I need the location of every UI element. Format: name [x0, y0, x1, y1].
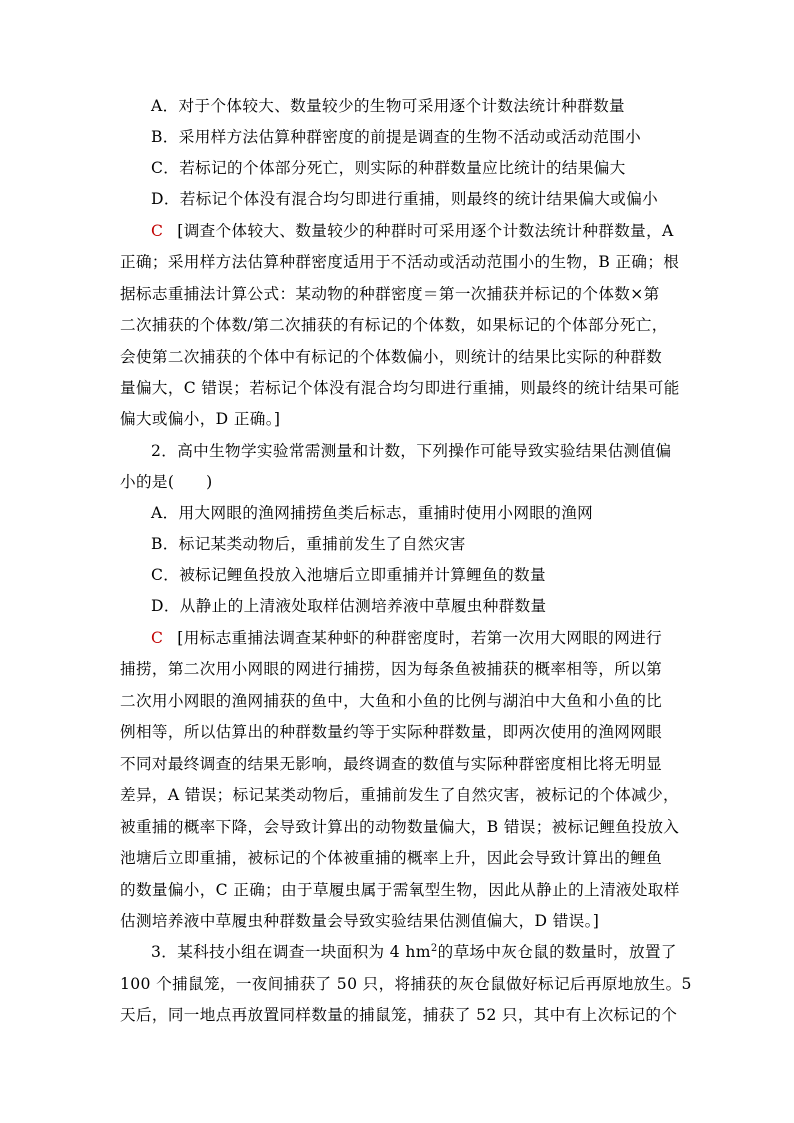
q3-area-unit-exponent: 2 — [430, 942, 438, 954]
q2-explanation-line-2: 捕捞，第二次用小网眼的网进行捕捞，因为每条鱼被捕获的概率相等，所以第 — [120, 660, 663, 678]
q1-option-d: D．若标记个体没有混合均匀即进行重捕，则最终的统计结果偏大或偏小 — [151, 190, 659, 208]
q1-answer-letter: C — [151, 222, 164, 240]
q2-option-d: D．从静止的上清液处取样估测培养液中草履虫种群数量 — [151, 597, 547, 615]
q1-explanation-line-6: 量偏大，C 错误；若标记个体没有混合均匀即进行重捕，则最终的统计结果可能 — [120, 379, 680, 397]
q2-explanation-line-8: 池塘后立即重捕，被标记的个体被重捕的概率上升，因此会导致计算出的鲤鱼 — [120, 849, 663, 867]
q3-stem-line-1 — [151, 942, 677, 962]
q1-explanation-line-5: 会使第二次捕获的个体中有标记的个体数偏小，则统计的结果比实际的种群数 — [120, 348, 663, 366]
q2-answer-letter: C — [151, 629, 164, 647]
q3-stem-text-pre: 3．某科技小组在调查一块面积为 4 hm — [151, 943, 431, 961]
q1-option-b: B．采用样方法估算种群密度的前提是调查的生物不活动或活动范围小 — [151, 128, 642, 146]
q2-stem-line-1: 2．高中生物学实验常需测量和计数，下列操作可能导致实验结果估测值偏 — [151, 442, 672, 460]
q3-stem-line-2: 100 个捕鼠笼，一夜间捕获了 50 只，将捕获的灰仓鼠做好标记后再原地放生。5 — [120, 975, 692, 993]
q2-option-b: B．标记某类动物后，重捕前发生了自然灾害 — [151, 535, 466, 553]
q2-option-c: C．被标记鲤鱼投放入池塘后立即重捕并计算鲤鱼的数量 — [151, 566, 546, 584]
q2-stem-line-2: 小的是( ) — [120, 473, 213, 491]
q1-explanation-line-3: 据标志重捕法计算公式：某动物的种群密度＝第一次捕获并标记的个体数×第 — [120, 285, 660, 303]
q1-explanation-text-1: [调查个体较大、数量较少的种群时可采用逐个计数法统计种群数量，A — [177, 222, 674, 240]
q3-stem-line-3: 天后，同一地点再放置同样数量的捕鼠笼，捕获了 52 只，其中有上次标记的个 — [120, 1006, 678, 1024]
q1-explanation-line-2: 正确；采用样方法估算种群密度适用于不活动或活动范围小的生物，B 正确；根 — [120, 253, 680, 271]
q2-explanation-line-10: 估测培养液中草履虫种群数量会导致实验结果估测值偏大，D 错误。] — [120, 912, 600, 930]
q1-explanation-line-1 — [151, 221, 674, 241]
q2-explanation-line-5: 不同对最终调查的结果无影响，最终调查的数值与实际种群密度相比将无明显 — [120, 755, 663, 773]
q2-explanation-line-6: 差异，A 错误；标记某类动物后，重捕前发生了自然灾害，被标记的个体减少， — [120, 786, 680, 804]
q2-explanation-line-9: 的数量偏小，C 正确；由于草履虫属于需氧型生物，因此从静止的上清液处取样 — [120, 881, 680, 899]
q1-option-a: A．对于个体较大、数量较少的生物可采用逐个计数法统计种群数量 — [151, 97, 625, 115]
q2-option-a: A．用大网眼的渔网捕捞鱼类后标志，重捕时使用小网眼的渔网 — [151, 504, 594, 522]
q3-stem-text-post: 的草场中灰仓鼠的数量时，放置了 — [437, 943, 677, 961]
q2-explanation-line-3: 二次用小网眼的渔网捕获的鱼中，大鱼和小鱼的比例与湖泊中大鱼和小鱼的比 — [120, 692, 663, 710]
q2-explanation-line-7: 被重捕的概率下降，会导致计算出的动物数量偏大，B 错误；被标记鲤鱼投放入 — [120, 818, 680, 836]
q2-explanation-line-4: 例相等，所以估算出的种群数量约等于实际种群数量，即两次使用的渔网网眼 — [120, 723, 663, 741]
q1-option-c: C．若标记的个体部分死亡，则实际的种群数量应比统计的结果偏大 — [151, 159, 626, 177]
q2-explanation-text-1: [用标志重捕法调查某种虾的种群密度时，若第一次用大网眼的网进行 — [177, 629, 663, 647]
q2-explanation-line-1 — [151, 628, 662, 648]
q1-explanation-line-7: 偏大或偏小，D 正确。] — [120, 410, 281, 428]
q1-explanation-line-4: 二次捕获的个体数/第二次捕获的有标记的个体数，如果标记的个体部分死亡， — [120, 316, 668, 334]
